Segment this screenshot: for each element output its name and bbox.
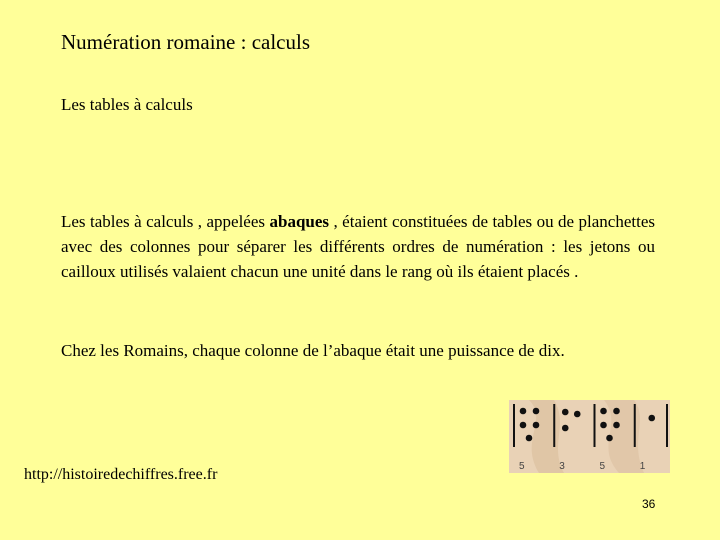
abacus-token [533,422,540,429]
abacus-column-label: 1 [639,461,646,472]
paragraph-romains: Chez les Romains, chaque colonne de l’abaque était une puissance de dix. [61,341,565,360]
source-url[interactable]: http://histoiredechiffres.free.fr [24,466,218,483]
abacus-column-label: 3 [559,461,565,472]
paragraph-text-start: Les tables à calculs , appelées [61,212,270,231]
abacus-token [606,435,613,442]
abacus-image [509,400,670,473]
abacus-token [613,408,620,415]
abacus-token [520,408,527,415]
abacus-column-label: 5 [519,461,525,472]
abacus-token [648,415,655,422]
paragraph-text-end: , étaient constituées de tables ou de planchettes avec des colonnes pour séparer les différents ordres de numération : les jetons ou cailloux utilisés valaient chacun une unité dans le rang où ils étaient placés . [61,212,655,281]
slide-title: Numération romaine : calculs [61,30,310,54]
abacus-column-label: 5 [599,461,606,472]
abacus-token [574,411,581,418]
abacus-token [600,408,607,415]
abacus-token [526,435,533,442]
abacus-token [520,422,527,429]
abacus-token [600,422,607,429]
abacus-token [613,422,620,429]
abacus-token [533,408,540,415]
page-number: 36 [642,497,656,511]
paragraph-abaques-definition [61,209,655,284]
abacus-token [562,425,569,432]
term-abaques: abaques [269,212,330,231]
abacus-token [562,409,569,416]
section-subtitle: Les tables à calculs [61,95,193,114]
